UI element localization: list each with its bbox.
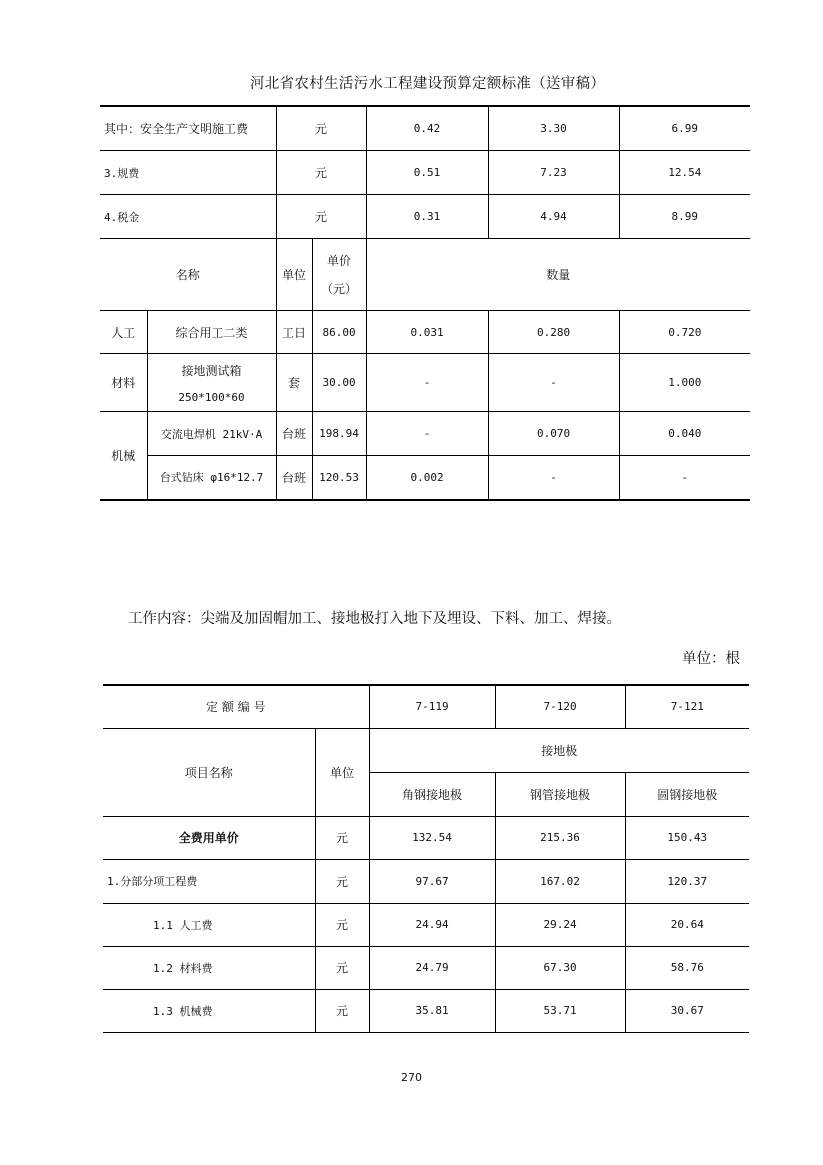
- resource-price: 30.00: [312, 354, 366, 412]
- row-name: 全费用单价: [103, 816, 315, 859]
- resource-price: 86.00: [312, 311, 366, 354]
- qty-value: -: [366, 412, 488, 456]
- fee-value: 7.23: [488, 151, 619, 195]
- material-spec: 250*100*60: [178, 390, 245, 404]
- fee-value: 0.51: [366, 151, 488, 195]
- row-value: 120.37: [625, 859, 749, 903]
- row-value: 30.67: [625, 989, 749, 1032]
- qty-value: 0.720: [619, 311, 750, 354]
- table-row: [103, 903, 749, 946]
- row-value: 20.64: [625, 903, 749, 946]
- row-value: 150.43: [625, 816, 749, 859]
- row-unit: 元: [315, 946, 369, 989]
- row-unit: 元: [315, 989, 369, 1032]
- quota-code-row: [103, 685, 749, 728]
- row-name: 1.3 机械费: [103, 989, 315, 1032]
- row-value: 58.76: [625, 946, 749, 989]
- fee-name: 其中：安全生产文明施工费: [100, 107, 276, 151]
- sub-header: 圆钢接地极: [625, 772, 749, 816]
- quota-code: 7-120: [495, 685, 625, 728]
- qty-value: 0.002: [366, 456, 488, 500]
- resource-unit: 套: [276, 354, 312, 412]
- col-header-name: 名称: [100, 239, 276, 311]
- resource-name: [147, 354, 276, 412]
- table-row: [103, 859, 749, 903]
- fee-value: 12.54: [619, 151, 750, 195]
- page-number: 270: [401, 1071, 422, 1084]
- work-content: 工作内容：尖端及加固帽加工、接地极打入地下及埋设、下料、加工、焊接。: [128, 611, 621, 627]
- row-value: 29.24: [495, 903, 625, 946]
- row-value: 67.30: [495, 946, 625, 989]
- table-row: [103, 816, 749, 859]
- row-value: 53.71: [495, 989, 625, 1032]
- resource-price: 198.94: [312, 412, 366, 456]
- machine-row: [100, 456, 750, 500]
- quota-label: 定 额 编 号: [103, 685, 369, 728]
- qty-value: 0.280: [488, 311, 619, 354]
- sub-header: 角钢接地极: [369, 772, 495, 816]
- row-value: 215.36: [495, 816, 625, 859]
- fee-value: 3.30: [488, 107, 619, 151]
- qty-value: -: [488, 354, 619, 412]
- row-value: 167.02: [495, 859, 625, 903]
- quota-code: 7-121: [625, 685, 749, 728]
- material-row: [100, 354, 750, 412]
- fee-unit: 元: [276, 107, 366, 151]
- row-unit: 元: [315, 816, 369, 859]
- qty-value: -: [488, 456, 619, 500]
- resource-name: 台式钻床 φ16*12.7: [147, 456, 276, 500]
- resource-name: 综合用工二类: [147, 311, 276, 354]
- resource-unit: 工日: [276, 311, 312, 354]
- table-row: [103, 946, 749, 989]
- row-unit: 元: [315, 859, 369, 903]
- row-value: 97.67: [369, 859, 495, 903]
- col-header-unit: 单位: [315, 728, 369, 816]
- quota-table-top: [100, 106, 750, 501]
- col-header-item: 项目名称: [103, 728, 315, 816]
- row-value: 132.54: [369, 816, 495, 859]
- table-row: [100, 107, 750, 151]
- fee-value: 4.94: [488, 195, 619, 239]
- price-unit: （元）: [321, 281, 358, 296]
- fee-value: 0.31: [366, 195, 488, 239]
- row-value: 24.94: [369, 903, 495, 946]
- sub-header: 钢管接地极: [495, 772, 625, 816]
- fee-value: 0.42: [366, 107, 488, 151]
- table-row: [100, 195, 750, 239]
- qty-value: 0.070: [488, 412, 619, 456]
- qty-value: -: [366, 354, 488, 412]
- machine-row: [100, 412, 750, 456]
- fee-unit: 元: [276, 151, 366, 195]
- qty-value: 0.040: [619, 412, 750, 456]
- resource-price: 120.53: [312, 456, 366, 500]
- unit-label: 单位：根: [682, 651, 740, 667]
- col-header-price: [312, 239, 366, 311]
- page-header-title: 河北省农村生活污水工程建设预算定额标准（送审稿）: [250, 76, 606, 92]
- quota-table-bottom: [103, 684, 749, 1033]
- material-name: 接地测试箱: [181, 363, 242, 378]
- qty-value: 1.000: [619, 354, 750, 412]
- fee-unit: 元: [276, 195, 366, 239]
- fee-name: 4.税金: [100, 195, 276, 239]
- row-name: 1.2 材料费: [103, 946, 315, 989]
- row-name: 1.1 人工费: [103, 903, 315, 946]
- category-labor: 人工: [100, 311, 147, 354]
- qty-value: 0.031: [366, 311, 488, 354]
- row-value: 35.81: [369, 989, 495, 1032]
- quota-code: 7-119: [369, 685, 495, 728]
- resource-unit: 台班: [276, 456, 312, 500]
- table-header-row: [100, 239, 750, 311]
- table-row: [103, 989, 749, 1032]
- row-name: 1.分部分项工程费: [103, 859, 315, 903]
- col-header-qty: 数量: [366, 239, 750, 311]
- group-header: 接地极: [369, 728, 749, 772]
- col-header-unit: 单位: [276, 239, 312, 311]
- table-row: [100, 151, 750, 195]
- price-label: 单价: [327, 253, 352, 268]
- qty-value: -: [619, 456, 750, 500]
- table-header-row: [103, 728, 749, 772]
- fee-name: 3.规费: [100, 151, 276, 195]
- resource-unit: 台班: [276, 412, 312, 456]
- row-value: 24.79: [369, 946, 495, 989]
- labor-row: [100, 311, 750, 354]
- category-material: 材料: [100, 354, 147, 412]
- resource-name: 交流电焊机 21kV·A: [147, 412, 276, 456]
- row-unit: 元: [315, 903, 369, 946]
- fee-value: 8.99: [619, 195, 750, 239]
- category-machine: 机械: [100, 412, 147, 500]
- fee-value: 6.99: [619, 107, 750, 151]
